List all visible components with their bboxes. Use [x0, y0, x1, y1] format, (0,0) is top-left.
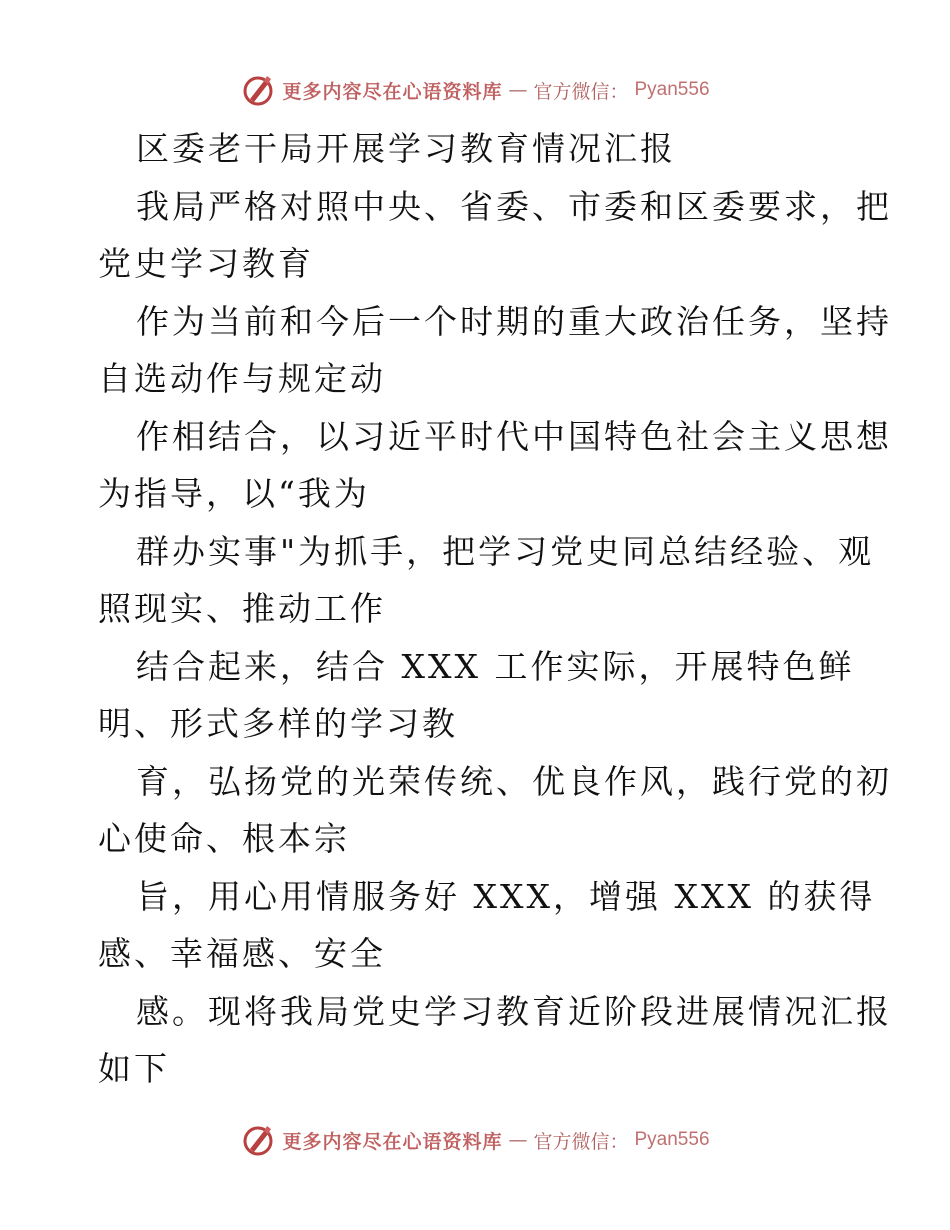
text-line: 群办实事"为抓手，把学习党史同总结经验、观 — [136, 531, 875, 571]
text-line: 我局严格对照中央、省委、市委和区委要求，把 — [136, 186, 892, 226]
text-line: 作为当前和今后一个时期的重大政治任务，坚持 — [136, 301, 892, 341]
text-line: 如下 — [98, 1049, 170, 1088]
footer-separator: — — [508, 1129, 528, 1151]
text-line: 结合起来，结合 XXX 工作实际，开展特色鲜 — [136, 646, 855, 686]
header-contact-label: 官方微信： — [533, 80, 629, 103]
footer-text: 更多内容尽在心语资料库 — [282, 1130, 503, 1153]
footer-contact-label: 官方微信： — [533, 1130, 629, 1153]
text-line: 自选动作与规定动 — [98, 359, 386, 398]
pen-logo-icon — [240, 72, 276, 108]
header-text: 更多内容尽在心语资料库 — [282, 80, 503, 103]
text-line: 育，弘扬党的光荣传统、优良作风，践行党的初 — [136, 761, 892, 801]
document-title: 区委老干局开展学习教育情况汇报 — [136, 129, 676, 168]
pen-logo-icon — [240, 1122, 276, 1158]
text-line: 为指导，以“我为 — [98, 474, 370, 513]
text-line: 照现实、推动工作 — [98, 589, 386, 628]
text-line: 感、幸福感、安全 — [98, 934, 386, 973]
header-handle: Pyan556 — [634, 79, 710, 100]
text-line: 党史学习教育 — [98, 244, 314, 283]
document-body — [98, 120, 892, 1098]
text-line: 明、形式多样的学习教 — [98, 704, 458, 743]
page-header — [0, 70, 950, 110]
text-line: 旨，用心用情服务好 XXX，增强 XXX 的获得 — [136, 876, 876, 916]
page-footer — [0, 1120, 950, 1160]
footer-handle: Pyan556 — [634, 1129, 710, 1150]
header-separator: — — [508, 79, 528, 101]
text-line: 作相结合，以习近平时代中国特色社会主义思想 — [136, 416, 892, 456]
text-line: 心使命、根本宗 — [98, 819, 350, 858]
text-line: 感。现将我局党史学习教育近阶段进展情况汇报 — [136, 991, 892, 1031]
